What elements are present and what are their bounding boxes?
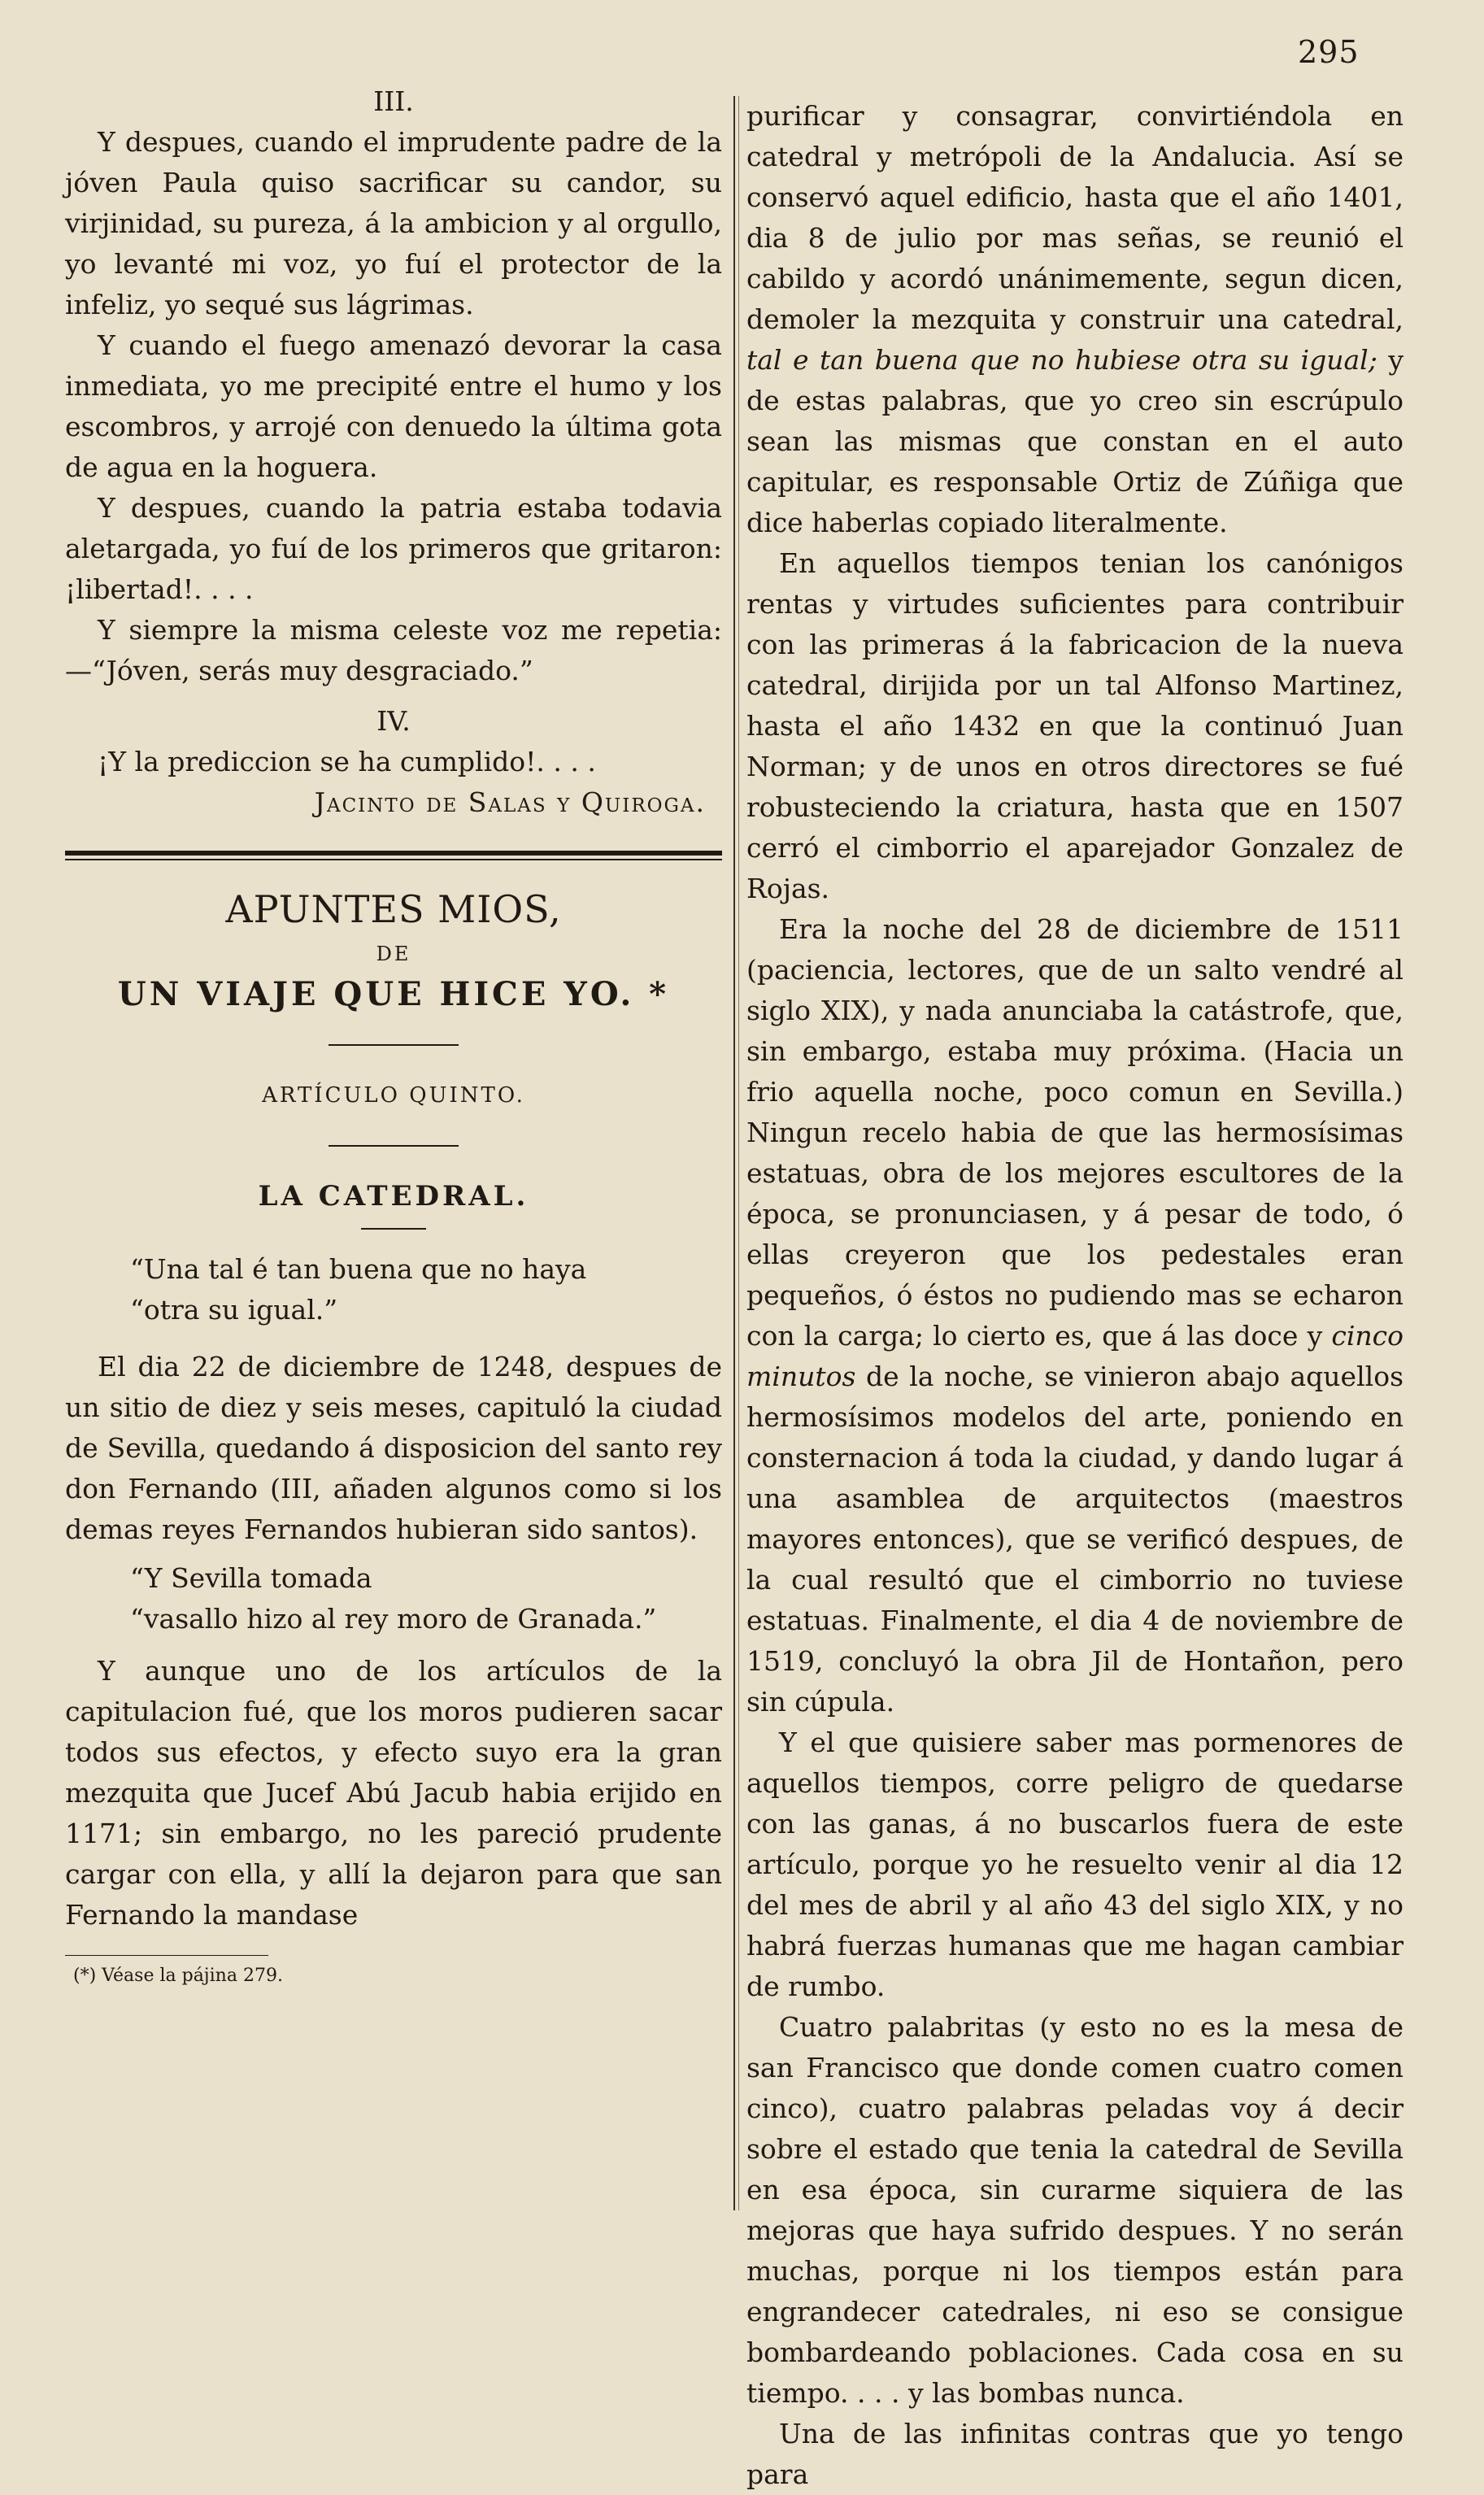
paragraph: Y aunque uno de los artículos de la capitulacion fué, que los moros pudieren sacar todos sus efectos, y efecto suyo era la gran mezquita que Jucef Abú Jacub habia erijido en 1171; sin embargo, no les pareció prudente cargar con ella, y allí la dejaron para que san Fernando la mandase xyxy=(65,1655,722,1931)
short-rule xyxy=(329,1044,459,1046)
short-rule xyxy=(329,1145,459,1147)
paragraph: ¡Y la prediccion se ha cumplido!. . . . xyxy=(98,746,596,777)
left-column xyxy=(65,81,722,1988)
double-rule-divider xyxy=(65,851,722,860)
right-column xyxy=(746,96,1403,2495)
section-numeral-3: III. xyxy=(373,85,414,117)
paragraph: En aquellos tiempos tenian los canónigos rentas y virtudes suficientes para contribuir con las primeras á la fabricacion de la nueva catedral, dirijida por un tal Alfonso Martinez, hasta el año 1432 en que la continuó Juan Norman; y de unos en otros directores se fué robusteciendo la criatura, hasta que en 1507 cerró el cimborrio el aparejador Gonzalez de Rojas. xyxy=(746,547,1403,904)
tiny-rule xyxy=(361,1228,426,1230)
footnote-rule xyxy=(65,1955,268,1956)
paragraph xyxy=(746,909,1403,1722)
article-title: APUNTES MIOS, xyxy=(225,887,562,931)
article-title-de: DE xyxy=(376,943,411,965)
italic-quote: tal e tan buena que no hubiese otra su igual; xyxy=(746,344,1377,376)
paragraph: Y despues, cuando la patria estaba todavia aletargada, yo fuí de los primeros que gritaron: ¡libertad!. . . . xyxy=(65,492,722,605)
gothic-subtitle: LA CATEDRAL. xyxy=(258,1180,529,1213)
page-number: 295 xyxy=(1298,34,1360,70)
verse-line: “vasallo hizo al rey moro de Granada.” xyxy=(130,1603,657,1635)
paragraph-text: purificar y consagrar, convirtiéndola en catedral y metrópoli de la Andalucia. Así se conservó aquel edificio, hasta que el año 1401, dia 8 de julio por mas señas, se reunió el cabildo y acordó unánimemente, segun dicen, demoler la mezquita y construir una catedral, xyxy=(746,100,1403,335)
paragraph-text: de la noche, se vinieron abajo aquellos hermosísimos modelos del arte, poniendo en consternacion á toda la ciudad, y dando lugar á una asamblea de arquitectos (maestros mayores entonces), que se verificó despues, de la cual resultó que el cimborrio no tuviese estatuas. Finalmente, el dia 4 de noviembre de 1519, concluyó la obra Jil de Hontañon, pero sin cúpula. xyxy=(746,1361,1404,1718)
paragraph: Y cuando el fuego amenazó devorar la casa inmediata, yo me precipité entre el humo y los escombros, y arrojé con denuedo la última gota de agua en la hoguera. xyxy=(65,329,722,483)
section-numeral-4: IV. xyxy=(376,705,411,737)
paragraph: Y despues, cuando el imprudente padre de la jóven Paula quiso sacrificar su candor, su virjinidad, su pureza, á la ambicion y al orgullo, yo levanté mi voz, yo fuí el protector de la infeliz, yo sequé sus lágrimas. xyxy=(65,126,722,320)
column-divider-thin xyxy=(738,96,739,2210)
paragraph: Cuatro palabritas (y esto no es la mesa de san Francisco que donde comen cuatro comen cinco), cuatro palabras peladas voy á decir sobre el estado que tenia la catedral de Sevilla en esa época, sin curarme siquiera de las mejoras que haya sufrido despues. Y no serán muchas, porque ni los tiempos están para engrandecer catedrales, ni eso se consigue bombardeando poblaciones. Cada cosa en su tiempo. . . . y las bombas nunca. xyxy=(746,2011,1403,2409)
paragraph: Y el que quisiere saber mas pormenores de aquellos tiempos, corre peligro de quedarse con las ganas, á no buscarlos fuera de este artículo, porque yo he resuelto venir al dia 12 del mes de abril y al año 43 del siglo XIX, y no habrá fuerzas humanas que me hagan cambiar de rumbo. xyxy=(746,1726,1403,2002)
epigraph-line: “otra su igual.” xyxy=(130,1294,338,1326)
paragraph-text: Era la noche del 28 de diciembre de 1511 (paciencia, lectores, que de un salto vendré al siglo XIX), y nada anunciaba la catástrofe, que, sin embargo, estaba muy próxima. (Hacia un frio aquella noche, poco comun en Sevilla.) Ningun recelo habia de que las hermosísimas estatuas, obra de los mejores escultores de la época, se pronunciasen, y á pesar de todo, ó ellas creyeron que los pedestales eran pequeños, ó éstos no pudiendo mas se echaron con la carga; lo cierto es, que á las doce y xyxy=(746,913,1403,1352)
footnote: (*) Véase la pájina 279. xyxy=(73,1966,283,1986)
article-number: ARTÍCULO QUINTO. xyxy=(262,1083,525,1108)
paragraph-text: y de estas palabras, que yo creo sin escrúpulo sean las mismas que constan en el auto capitular, es responsable Ortiz de Zúñiga que dice haberlas copiado literalmente. xyxy=(746,344,1403,538)
paragraph: El dia 22 de diciembre de 1248, despues de un sitio de diez y seis meses, capituló la ciudad de Sevilla, quedando á disposicion del santo rey don Fernando (III, añaden algunos como si los demas reyes Fernandos hubieran sido santos). xyxy=(65,1351,722,1545)
author-signature: Jacinto de Salas y Quiroga. xyxy=(314,786,706,818)
verse-line: “Y Sevilla tomada xyxy=(130,1562,372,1594)
italic-phrase: cinco minutos xyxy=(746,1320,1403,1392)
paragraph: Y siempre la misma celeste voz me repetia:—“Jóven, serás muy desgraciado.” xyxy=(65,614,722,686)
epigraph-line: “Una tal é tan buena que no haya xyxy=(130,1253,587,1285)
column-divider xyxy=(733,96,735,2210)
paragraph xyxy=(746,96,1403,543)
gothic-title: UN VIAJE QUE HICE YO. * xyxy=(117,975,670,1013)
paragraph: Una de las infinitas contras que yo tengo para xyxy=(746,2418,1403,2490)
